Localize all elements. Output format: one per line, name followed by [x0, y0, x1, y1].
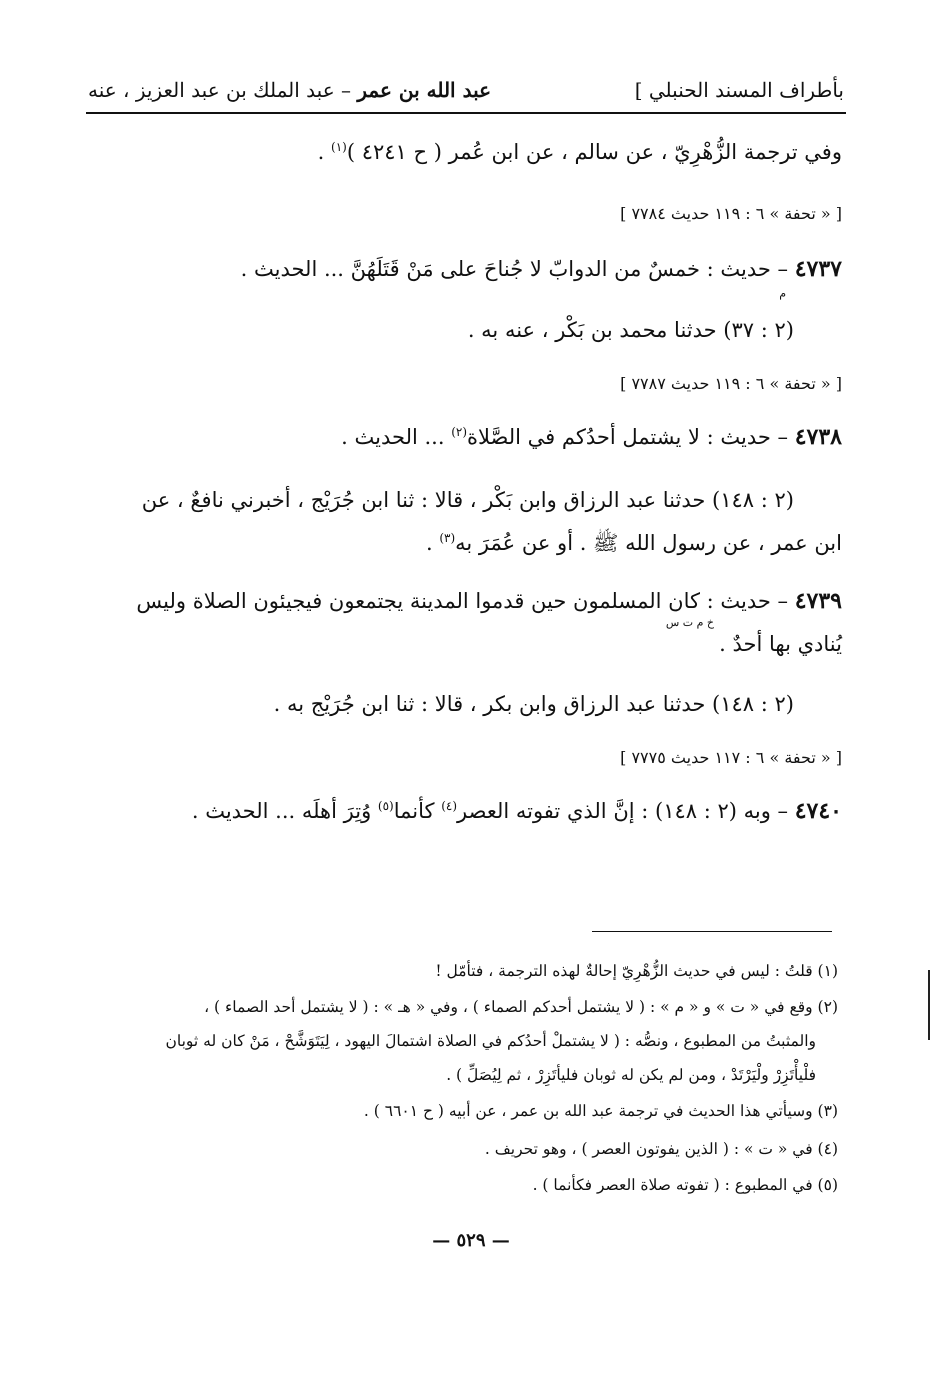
- hadith-4740: [88, 798, 842, 824]
- hadith-4737: [88, 256, 842, 282]
- running-header: [88, 70, 844, 110]
- text: .: [425, 531, 440, 555]
- footnote-ref: (٣): [439, 531, 456, 545]
- footnote-5: (٥) في المطبوع : ( تفوته صلاة العصر فكأنما ) .: [532, 1176, 838, 1194]
- body-line-1: [88, 140, 842, 164]
- hadith-4738: [88, 424, 842, 450]
- hadith-4737-source-mark: م: [779, 287, 786, 300]
- hadith-text: – حديث : خمسٌ من الدوابّ لا جُناحَ على مَنْ قَتَلَهُنَّ ... الحديث .: [240, 257, 795, 281]
- text: .: [317, 140, 332, 164]
- margin-mark: [928, 970, 930, 1040]
- header-book-title: بأطراف المسند الحنبلي ]: [634, 78, 844, 102]
- tuhfa-reference-3: [ « تحفة » ٦ : ١١٧ حديث ٧٧٧٥ ]: [620, 748, 842, 767]
- header-chapter-title: [88, 78, 491, 102]
- text: ابن عمر ، عن رسول الله ﷺ . أو عن عُمَرَ به: [455, 531, 842, 555]
- footnote-1: (١) قلتُ : ليس في حديث الزُّهْرِيّ إحالةٌ لهذه الترجمة ، فتأمّل !: [435, 962, 838, 980]
- footnote-2-line-3: فلْيأْتَزِرْ ولْيَرْتَدْ ، ومن لم يكن له ثوبان فليأتَزِرْ ، ثم لِيُصَلِّ ) .: [446, 1066, 816, 1084]
- text: وفي ترجمة الزُّهْرِيّ ، عن سالم ، عن ابن عُمر ( ح ٤٢٤١ ): [346, 140, 842, 164]
- footnote-ref: (٥): [377, 799, 394, 813]
- hadith-text: وُتِرَ أهلَه ... الحديث .: [191, 799, 378, 823]
- footnote-3: (٣) وسيأتي هذا الحديث في ترجمة عبد الله بن عمر ، عن أبيه ( ح ٦٦٠١ ) .: [363, 1102, 838, 1120]
- footnote-ref: (١): [331, 140, 347, 154]
- hadith-number: ٤٧٣٩: [794, 588, 842, 614]
- hadith-number: ٤٧٣٨: [794, 424, 842, 450]
- hadith-4737-source: (٢ : ٣٧) حدثنا محمد بن بَكْر ، عنه به .: [467, 318, 794, 342]
- header-chapter-rest: – عبد الملك بن عبد العزيز ، عنه: [88, 78, 358, 102]
- hadith-text: ... الحديث .: [341, 425, 452, 449]
- hadith-text: – حديث : كان المسلمون حين قدموا المدينة يجتمعون فيجيئون الصلاة وليس: [136, 589, 795, 613]
- footnote-separator: [592, 931, 832, 932]
- hadith-4739-line-2: يُنادي بها أحدٌ .: [719, 632, 842, 656]
- footnote-2-line-1: (٢) وقع في « ت » و « م » : ( لا يشتمل أحدكم الصماء ) ، وفي « هـ » : ( لا يشتمل أحد الصماء ) ،: [204, 998, 838, 1016]
- hadith-4739-source: (٢ : ١٤٨) حدثنا عبد الرزاق وابن بكر ، قالا : ثنا ابن جُرَيْج به .: [273, 692, 794, 716]
- footnote-4: (٤) في « ت » : ( الذين يفوتون العصر ) ، وهو تحريف .: [484, 1140, 838, 1158]
- hadith-4739-source-mark: خ م ت س: [665, 616, 714, 629]
- hadith-text: كأنما: [393, 799, 442, 823]
- hadith-4738-source-line-2: [88, 530, 842, 561]
- tuhfa-reference-1: [ « تحفة » ٦ : ١١٩ حديث ٧٧٨٤ ]: [620, 204, 842, 223]
- header-chapter-bold: عبد الله بن عمر: [357, 78, 492, 102]
- footnote-ref: (٤): [441, 799, 458, 813]
- hadith-text: – حديث : لا يشتمل أحدُكم في الصَّلاة: [467, 425, 795, 449]
- tuhfa-reference-2: [ « تحفة » ٦ : ١١٩ حديث ٧٧٨٧ ]: [620, 374, 842, 393]
- hadith-number: ٤٧٣٧: [794, 256, 842, 282]
- page-number: — ٥٢٩ —: [432, 1230, 510, 1251]
- footnote-2-line-2: والمثبتُ من المطبوع ، ونصُّه : ( لا يشتملْ أحدُكم في الصلاة اشتمالَ اليهود ، لِيَتَوَشَّحْ ، مَنْ كان له ثوبان: [165, 1032, 816, 1050]
- hadith-4738-source-line-1: (٢ : ١٤٨) حدثنا عبد الرزاق وابن بَكْر ، قالا : ثنا ابن جُرَيْج ، أخبرني نافعٌ ، عن: [141, 488, 794, 512]
- hadith-number: ٤٧٤٠: [794, 798, 842, 824]
- footnote-ref: (٢): [451, 425, 468, 439]
- header-rule: [86, 112, 846, 114]
- hadith-4739-line-1: [88, 588, 842, 614]
- hadith-text: – وبه (٢ : ١٤٨) : إنَّ الذي تفوته العصر: [457, 799, 795, 823]
